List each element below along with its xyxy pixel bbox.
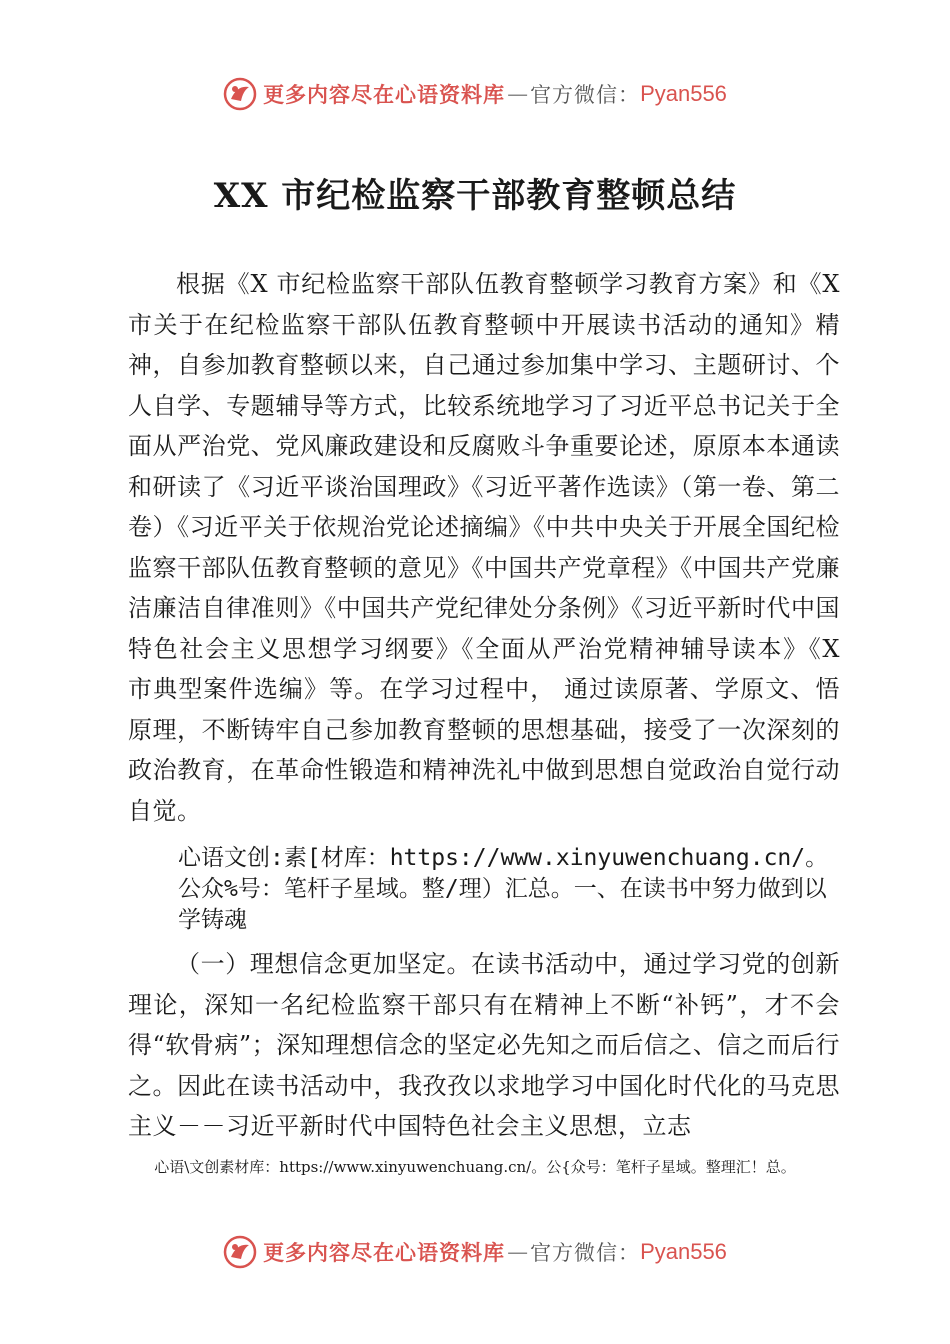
- document-body-continued: [128, 944, 840, 1147]
- brand-logo-icon: [223, 77, 257, 111]
- banner-wechat-id: Pyan556: [640, 1239, 727, 1264]
- banner-brand: 更多内容尽在心语资料库: [263, 83, 506, 107]
- paragraph-2: （一）理想信念更加坚定。在读书活动中，通过学习党的创新理论，深知一名纪检监察干部只有在精神上不断“补钙”，才不会得“软骨病”；深知理想信念的坚定必先知之而后信之、信之而后行之。因此在读书活动中，我孜孜以求地学习中国化时代化的马克思主义－－习近平新时代中国特色社会主义思想，立志: [128, 950, 840, 1140]
- paragraph-1: 根据《X 市纪检监察干部队伍教育整顿学习教育方案》和《X 市关于在纪检监察干部队伍教育整顿中开展读书活动的通知》精神，自参加教育整顿以来，自己通过参加集中学习、主题研讨、个人自学、专题辅导等方式，比较系统地学习了习近平总书记关于全面从严治党、党风廉政建设和反腐败斗争重要论述，原原本本通读和研读了《习近平谈治国理政》《习近平著作选读》（第一卷、第二卷）《习近平关于依规治党论述摘编》《中共中央关于开展全国纪检监察干部队伍教育整顿的意见》《中国共产党章程》《中国共产党廉洁廉洁自律准则》《中国共产党纪律处分条例》《习近平新时代中国特色社会主义思想学习纲要》《全面从严治党精神辅导读本》《X 市典型案件选编》等。在学习过程中， 通过读原著、学原文、悟原理，不断铸牢自己参加教育整顿的思想基础，接受了一次深刻的政治教育，在革命性锻造和精神洗礼中做到思想自觉政治自觉行动自觉。: [128, 270, 840, 825]
- banner-brand: 更多内容尽在心语资料库: [263, 1241, 506, 1265]
- footer-banner: [0, 1230, 950, 1274]
- document-body: [128, 264, 840, 831]
- banner-wechat-id: Pyan556: [640, 81, 727, 106]
- banner-dash: —: [507, 82, 529, 106]
- banner-dash: —: [507, 1240, 529, 1264]
- banner-contact-label: 官方微信：: [530, 83, 641, 107]
- page-footer-note: 心语\文创素材库：https://www.xinyuwenchuang.cn/。公{众号：笔杆子星域。整理汇！总。: [154, 1158, 796, 1176]
- banner-contact-label: 官方微信：: [530, 1241, 641, 1265]
- document-title: XX 市纪检监察干部教育整顿总结: [213, 176, 737, 216]
- brand-logo-icon: [223, 1235, 257, 1269]
- header-banner: [0, 72, 950, 116]
- inserted-note: 心语文创:素[材库：https://www.xinyuwenchuang.cn/。公众%号：笔杆子星域。整/理）汇总。一、在读书中努力做到以学铸魂: [178, 845, 829, 933]
